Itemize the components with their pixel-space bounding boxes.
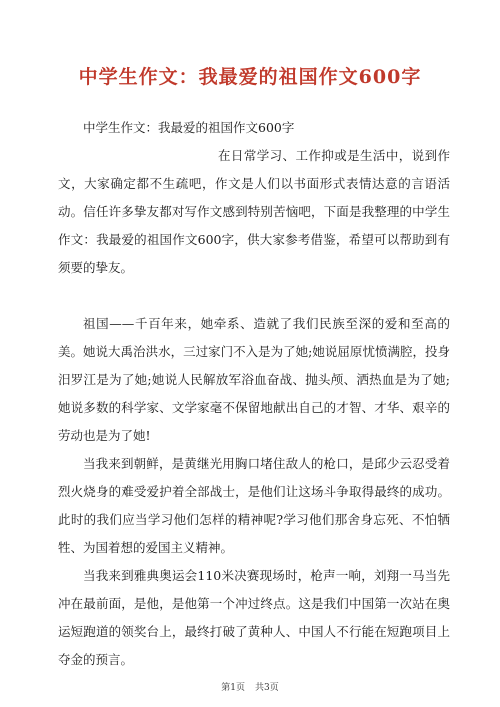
page-total: 共3页 xyxy=(255,683,279,693)
document-subtitle: 中学生作文：我最爱的祖国作文600字 xyxy=(83,120,295,135)
body-paragraph-3: 当我来到雅典奥运会110米决赛现场时，枪声一响，刘翔一马当先冲在最前面，是他，是他第一个冲过终点。这是我们中国第一次站在奥运短跑道的领奖台上，最终打破了黄种人、中国人不行能在短跑项目上夺金的预言。 xyxy=(58,568,450,667)
intro-paragraph: 在日常学习、工作抑或是生活中，说到作文，大家确定都不生疏吧，作文是人们以书面形式表情达意的言语活动。信任许多挚友都对写作文感到特别苦恼吧，下面是我整理的中学生作文：我最爱的祖国作文600字，供大家参考借鉴，希望可以帮助到有须要的挚友。 xyxy=(58,148,450,275)
body-paragraph-1: 祖国——千百年来，她牵系、造就了我们民族至深的爱和至高的美。她说大禹治洪水，三过家门不入是为了她;她说屈原忧愤满腔，投身汨罗江是为了她;她说人民解放军浴血奋战、抛头颅、洒热血是为了她;她说多数的科学家、文学家毫不保留地献出自己的才智、才华、艰辛的劳动也是为了她! xyxy=(58,316,450,443)
document-body xyxy=(58,114,450,674)
page-footer xyxy=(0,680,500,693)
paragraph-gap xyxy=(58,282,450,310)
page-number: 第1页 xyxy=(221,683,245,693)
body-paragraph-2: 当我来到朝鲜，是黄继光用胸口堵住敌人的枪口，是邱少云忍受着烈火烧身的难受爱护着全部战士，是他们让这场斗争取得最终的成功。此时的我们应当学习他们怎样的精神呢?学习他们那舍身忘死、不怕牺牲、为国着想的爱国主义精神。 xyxy=(58,456,450,555)
document-title: 中学生作文：我最爱的祖国作文600字 xyxy=(78,66,422,88)
